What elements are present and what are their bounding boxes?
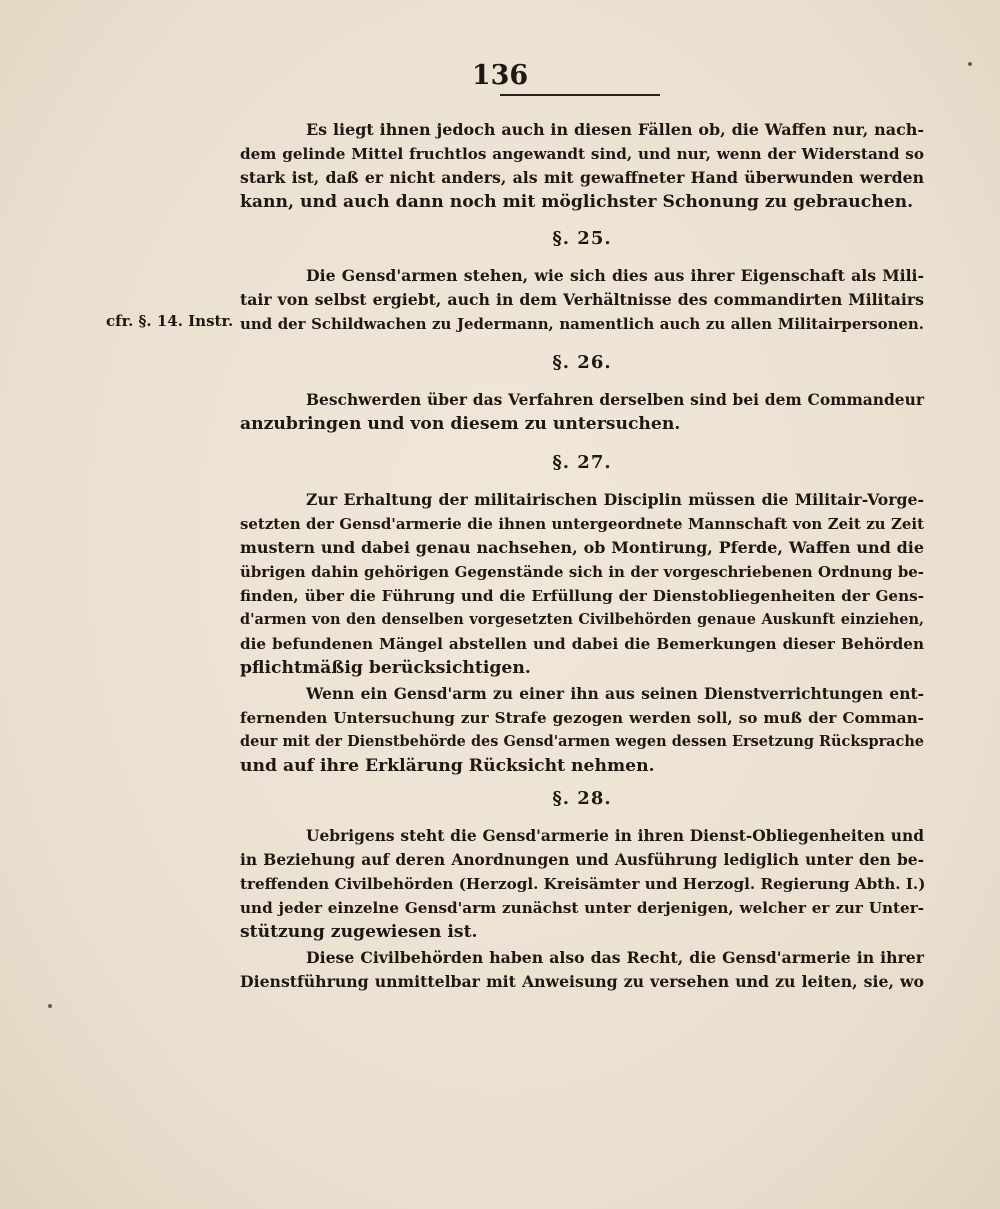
text-line: mustern und dabei genau nachsehen, ob Montirung, Pferde, Waffen und die xyxy=(240,538,924,557)
paragraph xyxy=(240,682,924,778)
paragraph xyxy=(240,488,924,680)
text-line: stützung zugewiesen ist. xyxy=(240,922,478,942)
section-heading: §. 26. xyxy=(552,352,612,373)
paragraph xyxy=(240,264,924,336)
text-line: Die Gensd'armen stehen, wie sich dies aus ihrer Eigenschaft als Mili- xyxy=(306,266,924,285)
text-line: anzubringen und von diesem zu untersuchen. xyxy=(240,414,681,434)
text-line: Wenn ein Gensd'arm zu einer ihn aus seinen Dienstverrichtungen ent- xyxy=(306,684,924,703)
text-line: dem gelinde Mittel fruchtlos angewandt sind, und nur, wenn der Widerstand so xyxy=(240,145,924,163)
paper-speck xyxy=(48,1004,52,1008)
text-line: Beschwerden über das Verfahren derselben sind bei dem Commandeur xyxy=(306,390,924,409)
text-line: Uebrigens steht die Gensd'armerie in ihren Dienst-Obliegenheiten und xyxy=(306,826,924,845)
margin-note: cfr. §. 14. Instr. xyxy=(106,312,234,330)
text-line: setzten der Gensd'armerie die ihnen untergeordnete Mannschaft von Zeit zu Zeit xyxy=(240,515,924,533)
text-line: Dienstführung unmittelbar mit Anweisung zu versehen und zu leiten, sie, wo xyxy=(240,972,924,991)
text-line: die befundenen Mängel abstellen und dabei die Bemerkungen dieser Behörden xyxy=(240,635,924,653)
text-line: kann, und auch dann noch mit möglichster Schonung zu gebrauchen. xyxy=(240,192,914,212)
text-line: Es liegt ihnen jedoch auch in diesen Fällen ob, die Waffen nur, nach- xyxy=(306,120,924,139)
text-line: und der Schildwachen zu Jedermann, namentlich auch zu allen Militairpersonen. xyxy=(240,315,924,333)
section-heading: §. 25. xyxy=(552,228,612,249)
text-line: und auf ihre Erklärung Rücksicht nehmen. xyxy=(240,756,655,776)
text-line: fernenden Untersuchung zur Strafe gezogen werden soll, so muß der Comman- xyxy=(240,709,924,727)
section-heading: §. 28. xyxy=(552,788,612,809)
text-line: in Beziehung auf deren Anordnungen und Ausführung lediglich unter den be- xyxy=(240,850,924,869)
text-line: Zur Erhaltung der militairischen Disciplin müssen die Militair-Vorge- xyxy=(306,490,924,509)
page-number: 136 xyxy=(471,60,529,91)
text-line: d'armen von den denselben vorgesetzten Civilbehörden genaue Auskunft einziehen, xyxy=(240,611,924,628)
paragraph xyxy=(240,118,924,214)
paragraph xyxy=(240,388,924,436)
text-line: finden, über die Führung und die Erfüllung der Dienstobliegenheiten der Gens- xyxy=(240,587,924,605)
page-number-rule xyxy=(500,94,660,96)
text-line: pflichtmäßig berücksichtigen. xyxy=(240,658,531,678)
paragraph xyxy=(240,946,924,994)
text-line: und jeder einzelne Gensd'arm zunächst unter derjenigen, welcher er zur Unter- xyxy=(240,899,924,917)
paragraph xyxy=(240,824,924,944)
text-line: stark ist, daß er nicht anders, als mit gewaffneter Hand überwunden werden xyxy=(240,168,924,187)
text-line: übrigen dahin gehörigen Gegenstände sich in der vorgeschriebenen Ordnung be- xyxy=(240,563,924,581)
paper-speck xyxy=(968,62,972,66)
text-line: deur mit der Dienstbehörde des Gensd'armen wegen dessen Ersetzung Rücksprache xyxy=(240,733,924,750)
section-heading: §. 27. xyxy=(552,452,612,473)
text-line: treffenden Civilbehörden (Herzogl. Kreisämter und Herzogl. Regierung Abth. I.) xyxy=(240,875,926,893)
text-line: tair von selbst ergiebt, auch in dem Verhältnisse des commandirten Militairs xyxy=(240,290,924,309)
text-line: Diese Civilbehörden haben also das Recht, die Gensd'armerie in ihrer xyxy=(306,948,924,967)
